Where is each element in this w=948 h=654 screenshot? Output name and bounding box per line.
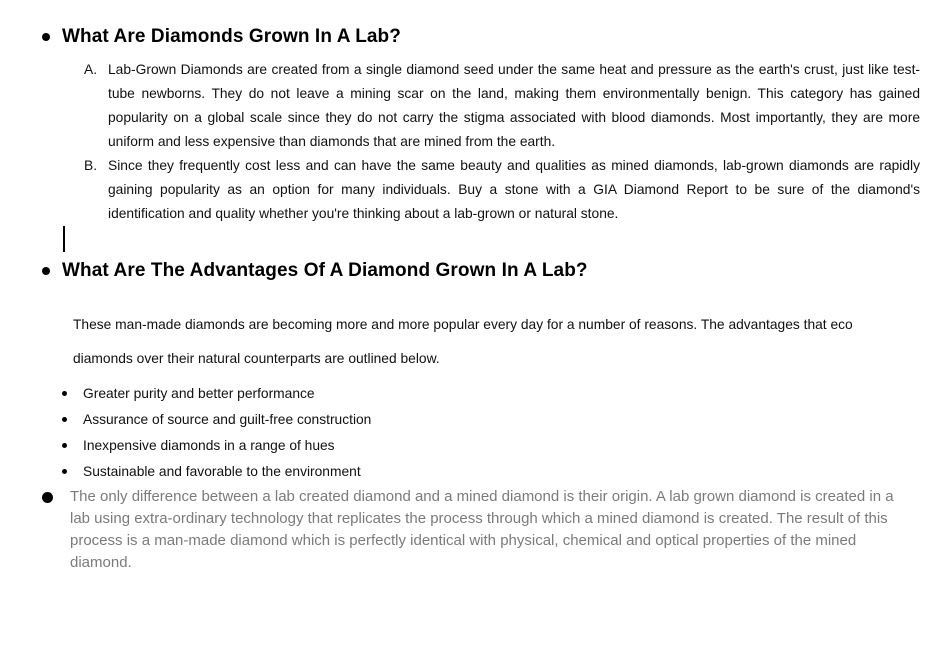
section-heading-2	[42, 259, 948, 283]
advantages-list	[62, 380, 948, 484]
bullet-icon	[62, 417, 67, 422]
intro-paragraph: These man-made diamonds are becoming more and more popular every day for a number of reasons. The advantages that eco diamonds over their natural counterparts are outlined below.	[73, 317, 853, 366]
advantage-item	[62, 380, 948, 406]
note-paragraph: The only difference between a lab created diamond and a mined diamond is their origin. A lab grown diamond is created in a lab using extra-ordinary technology that replicates the process through which a mined diamond is created. The result of this process is a man-made diamond which is perfectly identical with physical, chemical and optical properties of the mined diamond.	[70, 488, 894, 571]
heading-bullet-icon	[42, 33, 50, 41]
advantage-item-text: Sustainable and favorable to the environment	[83, 463, 361, 479]
advantage-item	[62, 458, 948, 484]
lettered-item-a-text: Lab-Grown Diamonds are created from a single diamond seed under the same heat and pressure as the earth's crust, just like test-tube newborns. They do not leave a mining scar on the land, making them environmentally benign. This category has gained popularity on a global scale since they do not carry the stigma associated with blood diamonds. Most importantly, they are more uniform and less expensive than diamonds that are mined from the earth.	[108, 62, 920, 149]
lettered-item-b	[84, 154, 920, 226]
bullet-icon	[62, 391, 67, 396]
lettered-item-a	[84, 58, 920, 154]
heading-advantages-lab-diamond: What Are The Advantages Of A Diamond Grown In A Lab?	[62, 260, 588, 281]
bullet-icon	[62, 469, 67, 474]
bullet-icon	[62, 443, 67, 448]
advantage-item-text: Assurance of source and guilt-free construction	[83, 411, 372, 427]
lettered-list	[84, 58, 920, 226]
lettered-item-a-marker: A.	[84, 62, 98, 77]
section-heading-1	[42, 25, 948, 49]
heading-what-are-lab-diamonds: What Are Diamonds Grown In A Lab?	[62, 26, 401, 47]
advantage-item	[62, 406, 948, 432]
document-page[interactable]	[0, 25, 948, 654]
lettered-item-b-marker: B.	[84, 158, 98, 173]
heading-bullet-icon	[42, 267, 50, 275]
lettered-item-b-text: Since they frequently cost less and can have the same beauty and qualities as mined diamonds, lab-grown diamonds are rapidly gaining popularity as an option for many individuals. Buy a stone with a GIA Diamond Report to be sure of the diamond's identification and quality whether you're thinking about a lab-grown or natural stone.	[108, 158, 920, 221]
advantage-item	[62, 432, 948, 458]
advantage-item-text: Greater purity and better performance	[83, 385, 315, 401]
text-cursor	[63, 226, 65, 252]
bullet-icon	[42, 492, 53, 503]
note-bullet-block	[42, 486, 948, 574]
advantage-item-text: Inexpensive diamonds in a range of hues	[83, 437, 335, 453]
